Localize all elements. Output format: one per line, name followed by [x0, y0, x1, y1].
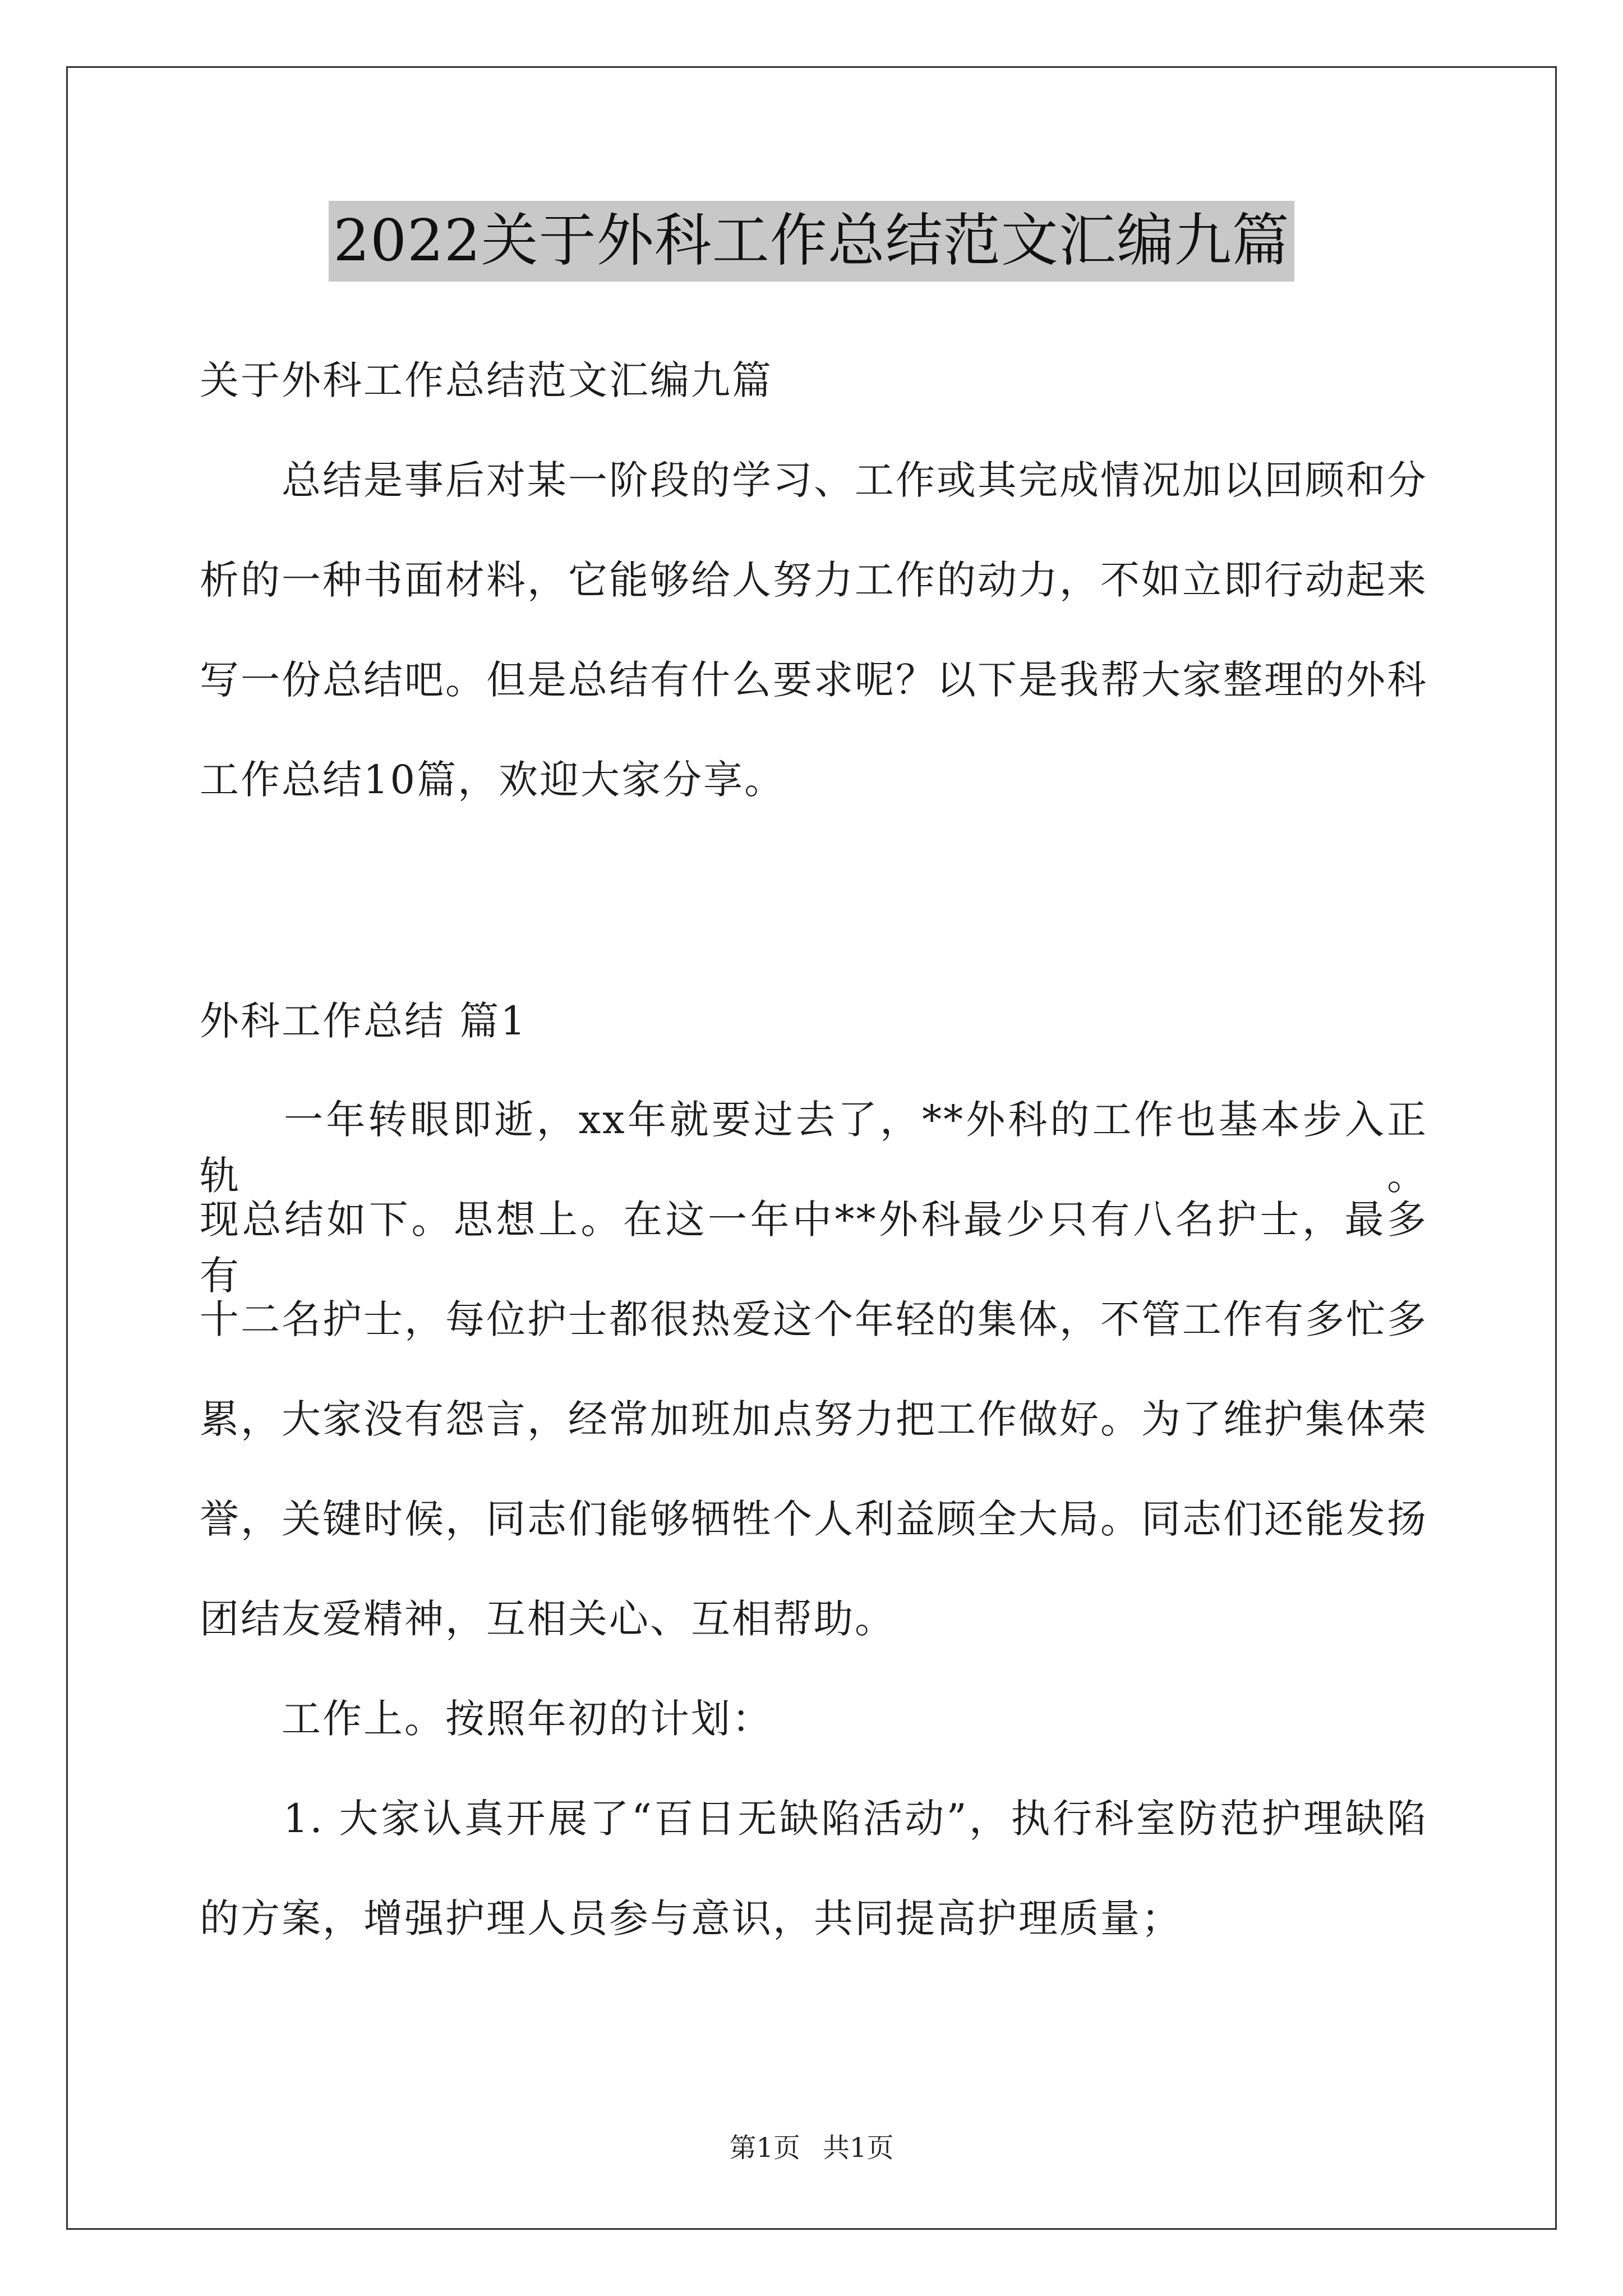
list-item-line: 的方案，增强护理人员参与意识，共同提高护理质量；	[200, 1895, 1182, 1941]
paragraph-line: 誉，关键时候，同志们能够牺牲个人利益顾全大局。同志们还能发扬	[200, 1496, 1428, 1542]
title-container	[0, 201, 1623, 282]
intro-line: 工作总结10篇，欢迎大家分享。	[200, 757, 786, 803]
intro-line: 总结是事后对某一阶段的学习、工作或其完成情况加以回顾和分	[200, 457, 1428, 503]
page-number: 第1页	[729, 2132, 800, 2164]
paragraph-line: 工作上。按照年初的计划：	[200, 1696, 773, 1742]
page-footer	[0, 2126, 1623, 2165]
paragraph-line: 一年转眼即逝，xx年就要过去了，**外科的工作也基本步入正轨。	[200, 1097, 1428, 1199]
page-total: 共1页	[823, 2132, 894, 2164]
intro-line: 析的一种书面材料，它能够给人努力工作的动力，不如立即行动起来	[200, 557, 1428, 603]
intro-line: 写一份总结吧。但是总结有什么要求呢？以下是我帮大家整理的外科	[200, 657, 1428, 703]
paragraph-line: 十二名护士，每位护士都很热爱这个年轻的集体，不管工作有多忙多	[200, 1296, 1428, 1342]
section-heading: 外科工作总结 篇1	[200, 998, 527, 1044]
list-item-line: 1. 大家认真开展了“百日无缺陷活动”，执行科室防范护理缺陷	[200, 1796, 1428, 1842]
paragraph-line: 累，大家没有怨言，经常加班加点努力把工作做好。为了维护集体荣	[200, 1396, 1428, 1442]
paragraph-line: 现总结如下。思想上。在这一年中**外科最少只有八名护士，最多有	[200, 1197, 1428, 1299]
document-title: 2022关于外科工作总结范文汇编九篇	[329, 201, 1294, 282]
document-subtitle: 关于外科工作总结范文汇编九篇	[200, 357, 773, 403]
paragraph-line: 团结友爱精神，互相关心、互相帮助。	[200, 1596, 896, 1642]
